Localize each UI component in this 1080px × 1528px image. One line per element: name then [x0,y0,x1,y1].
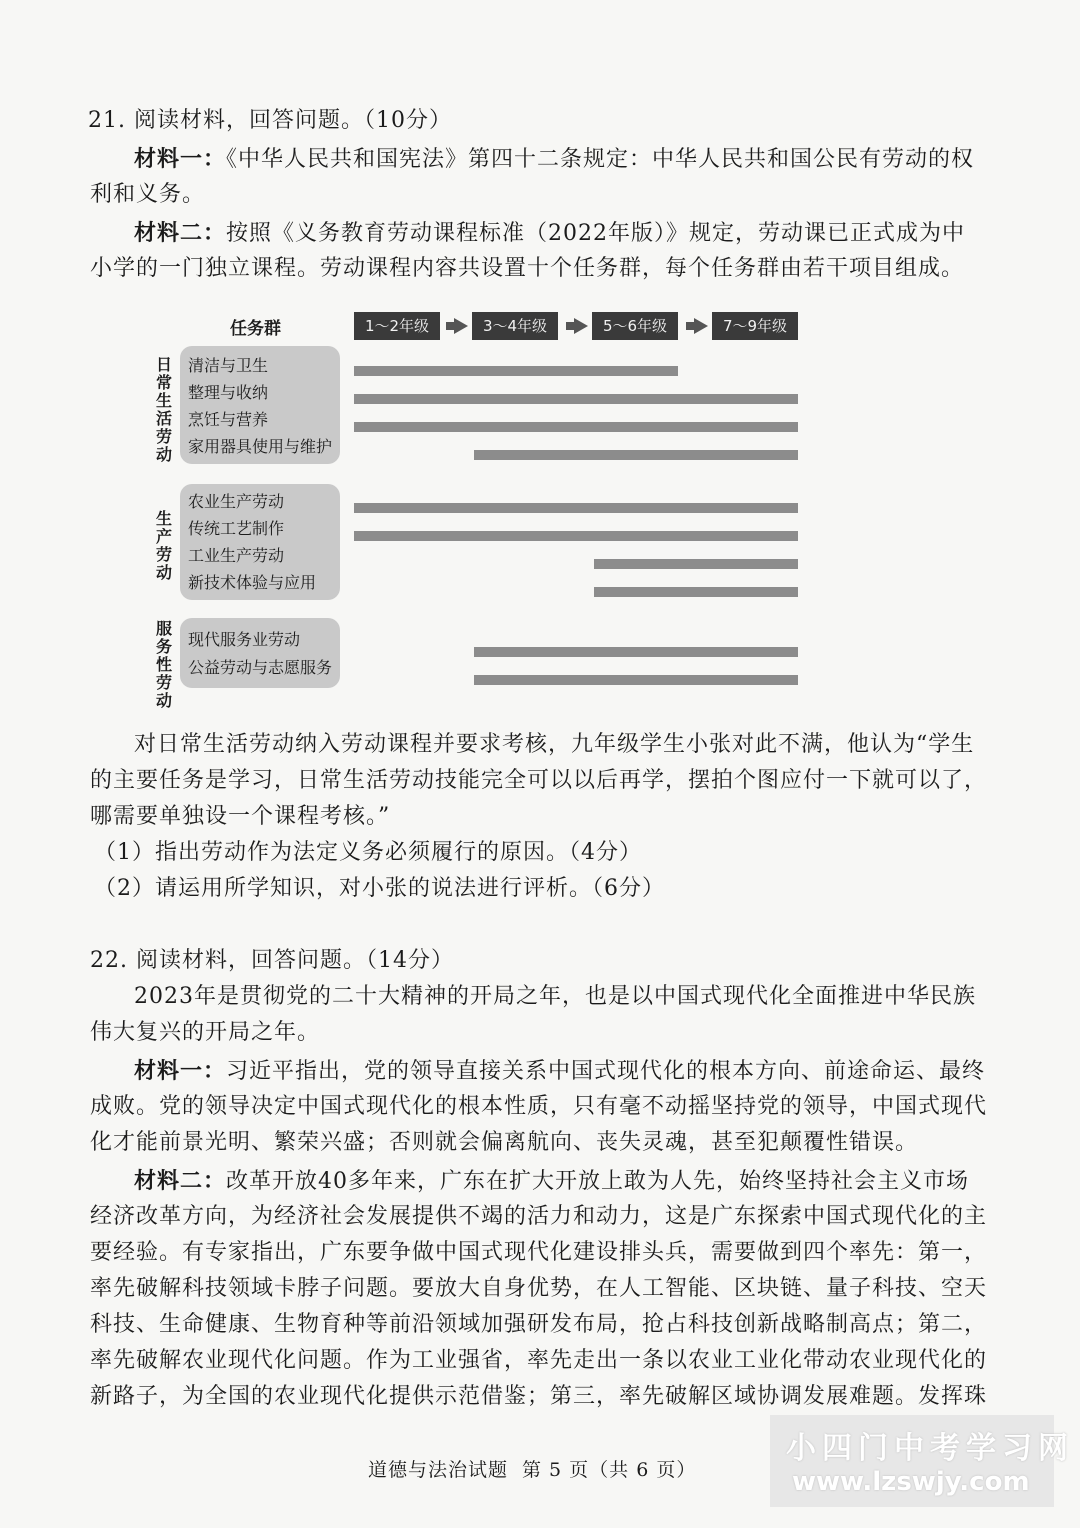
arrow-icon [694,318,708,334]
footer-subject: 道德与法治试题 [368,1459,509,1481]
q22-material-2-line-6: 率先破解农业现代化问题。作为工业强省，率先走出一条以农业工业化带动农业现代化的 [90,1348,988,1373]
q21-material-1-line-2: 利和义务。 [90,182,206,207]
q22-material-1-line-3: 化才能前景光明、繁荣兴盛；否则就会偏离航向、丧失灵魂，甚至犯颠覆性错误。 [90,1130,919,1155]
grade-label-1-2: 1～2年级 [354,312,440,340]
task-grade-bar [354,394,798,404]
q22-material-2-line-1 [134,1166,969,1197]
group-box-production [180,484,340,600]
q22-material-1-line-2: 成败。党的领导决定中国式现代化的根本性质，只有毫不动摇坚持党的领导，中国式现代 [90,1094,988,1119]
watermark-url: www.lzswjy.com [792,1467,1030,1497]
task-label: 清洁与卫生 [188,356,269,375]
grade-label-5-6: 5～6年级 [592,312,678,340]
q21-material-2-line-2: 小学的一门独立课程。劳动课程内容共设置十个任务群，每个任务群由若干项目组成。 [90,256,965,281]
q22-header: 22. 阅读材料，回答问题。（14分） [90,948,454,973]
q22-material-1-text: 习近平指出，党的领导直接关系中国式现代化的根本方向、前途命运、最终 [226,1059,986,1084]
q21-material-1-label: 材料一： [134,146,227,172]
task-label: 传统工艺制作 [188,519,285,538]
task-grade-bar [354,531,798,541]
labor-task-group-chart [150,300,810,710]
arrow-icon [574,318,588,334]
watermark-title: 小四门中考学习网 [786,1431,1074,1466]
q21-material-2-text: 按照《义务教育劳动课程标准（2022年版）》规定，劳动课已正式成为中 [226,221,966,246]
q22-material-2-label: 材料二： [134,1168,227,1194]
task-grade-bar [354,366,678,376]
task-grade-bar [474,450,798,460]
task-label: 整理与收纳 [188,383,269,402]
task-grade-bar [354,503,798,513]
q21-material-2-label: 材料二： [134,220,227,246]
group-label-daily-life: 日常生活劳动 [155,355,172,464]
task-grade-bar [594,559,798,569]
group-box-service [180,618,340,688]
task-label: 公益劳动与志愿服务 [188,658,333,677]
grade-label-7-9: 7～9年级 [712,312,798,340]
q21-paragraph-line-2: 的主要任务是学习，日常生活劳动技能完全可以以后再学，摆拍个图应付一下就可以了， [90,768,988,793]
q21-subquestion-1: （1）指出劳动作为法定义务必须履行的原因。（4分） [94,840,642,865]
task-grade-bar [594,587,798,597]
footer-page-number: 第 5 页（共 6 页） [522,1459,697,1481]
q22-material-2-line-5: 科技、生命健康、生物育种等前沿领域加强研发布局，抢占科技创新战略制高点；第二， [90,1312,988,1337]
q21-material-1-text: 《中华人民共和国宪法》第四十二条规定：中华人民共和国公民有劳动的权 [226,147,975,172]
task-label: 农业生产劳动 [188,492,285,511]
q21-subquestion-2: （2）请运用所学知识，对小张的说法进行评析。（6分） [94,876,665,901]
q22-material-2-line-4: 率先破解科技领域卡脖子问题。要放大自身优势，在人工智能、区块链、量子科技、空天 [90,1276,988,1301]
group-box-daily-life [180,346,340,464]
task-label: 工业生产劳动 [188,546,285,565]
q22-material-1-label: 材料一： [134,1058,227,1084]
q21-header: 21. 阅读材料，回答问题。（10分） [88,108,452,133]
q22-material-2-line-7: 新路子，为全国的农业现代化提供示范借鉴；第三，率先破解区域协调发展难题。发挥珠 [90,1384,988,1409]
group-label-production: 生产劳动 [155,509,172,582]
q22-intro-line-1: 2023年是贯彻党的二十大精神的开局之年，也是以中国式现代化全面推进中华民族 [134,984,976,1009]
q22-intro-line-2: 伟大复兴的开局之年。 [90,1020,321,1045]
q22-material-2-line-3: 要经验。有专家指出，广东要争做中国式现代化建设排头兵，需要做到四个率先：第一， [90,1240,988,1265]
q21-paragraph-line-1: 对日常生活劳动纳入劳动课程并要求考核，九年级学生小张对此不满，他认为“学生 [134,732,975,757]
grade-label-3-4: 3～4年级 [472,312,558,340]
arrow-icon [454,318,468,334]
q21-paragraph-line-3: 哪需要单独设一个课程考核。” [90,804,391,829]
site-watermark [770,1415,1074,1507]
q21-material-1-line-1 [134,144,974,175]
q22-material-2-line-2: 经济改革方向，为经济社会发展提供不竭的活力和动力，这是广东探索中国式现代化的主 [90,1204,988,1229]
task-grade-bar [474,647,798,657]
figure-header: 任务群 [230,319,281,339]
q22-material-1-line-1 [134,1056,985,1087]
task-grade-bar [474,675,798,685]
q21-material-2-line-1 [134,218,965,249]
task-label: 现代服务业劳动 [188,630,301,649]
q22-material-2-text: 改革开放40多年来，广东在扩大开放上敢为人先，始终坚持社会主义市场 [226,1169,970,1194]
task-label: 新技术体验与应用 [188,573,317,592]
task-label: 家用器具使用与维护 [188,437,333,456]
task-grade-bar [354,422,798,432]
group-label-service: 服务性劳动 [155,619,172,710]
task-label: 烹饪与营养 [188,410,269,429]
